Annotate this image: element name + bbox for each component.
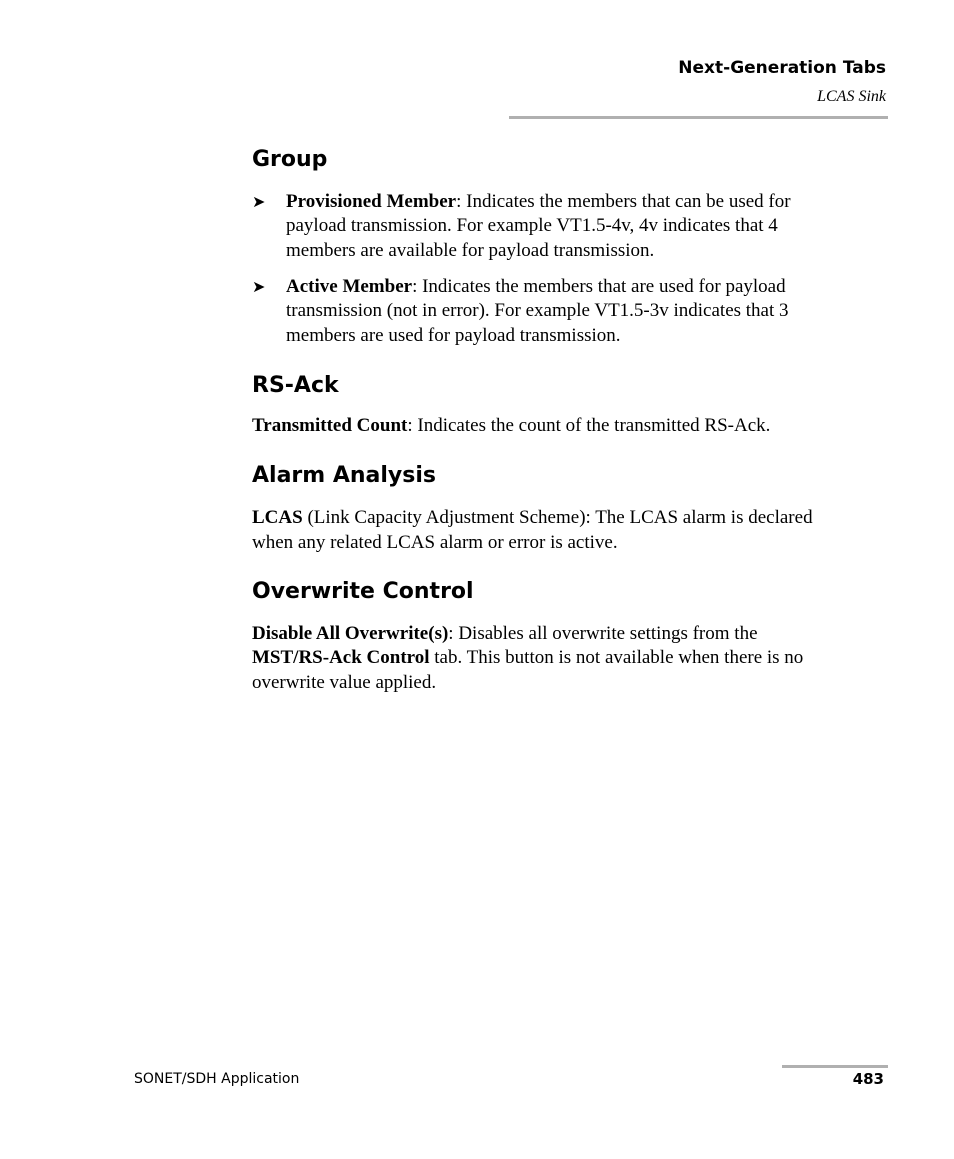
text: : Disables all overwrite settings from the [448, 623, 758, 644]
header-subtitle: LCAS Sink [817, 88, 886, 105]
section-heading-group: Group [252, 147, 328, 172]
footer-title: SONET/SDH Application [134, 1071, 300, 1087]
term: LCAS [252, 507, 303, 528]
section-heading-alarm: Alarm Analysis [252, 463, 436, 488]
text: : Indicates the members that can be used for [456, 191, 791, 212]
text-line: when any related LCAS alarm or error is active. [252, 532, 618, 553]
header-rule [509, 116, 888, 119]
text: : Indicates the members that are used for payload [412, 276, 786, 297]
text: : Indicates the count of the transmitted RS-Ack. [407, 415, 771, 436]
section-heading-overwrite: Overwrite Control [252, 579, 474, 604]
text: tab. This button is not available when there is no [429, 647, 804, 668]
text-line: members are available for payload transmission. [286, 240, 655, 261]
footer-rule [782, 1065, 888, 1068]
arrow-bullet-icon: ➤ [252, 192, 266, 211]
header-title: Next-Generation Tabs [678, 58, 886, 78]
paragraph [252, 624, 758, 643]
list-item [286, 192, 791, 211]
text-line: members are used for payload transmission. [286, 325, 621, 346]
term: Provisioned Member [286, 191, 457, 212]
term: MST/RS-Ack Control [252, 647, 430, 668]
term: Active Member [286, 276, 413, 297]
text-line: transmission (not in error). For example VT1.5-3v indicates that 3 [286, 300, 789, 321]
text-line: overwrite value applied. [252, 672, 437, 693]
list-item [286, 277, 786, 296]
term: Transmitted Count [252, 415, 408, 436]
section-heading-rsack: RS-Ack [252, 373, 339, 398]
arrow-bullet-icon: ➤ [252, 277, 266, 296]
paragraph [252, 508, 813, 527]
text-line [252, 648, 803, 667]
page-number: 483 [852, 1070, 884, 1088]
term: Disable All Overwrite(s) [252, 623, 449, 644]
text-line: payload transmission. For example VT1.5-4v, 4v indicates that 4 [286, 215, 778, 236]
paragraph [252, 416, 770, 435]
text: (Link Capacity Adjustment Scheme): The LCAS alarm is declared [302, 507, 813, 528]
